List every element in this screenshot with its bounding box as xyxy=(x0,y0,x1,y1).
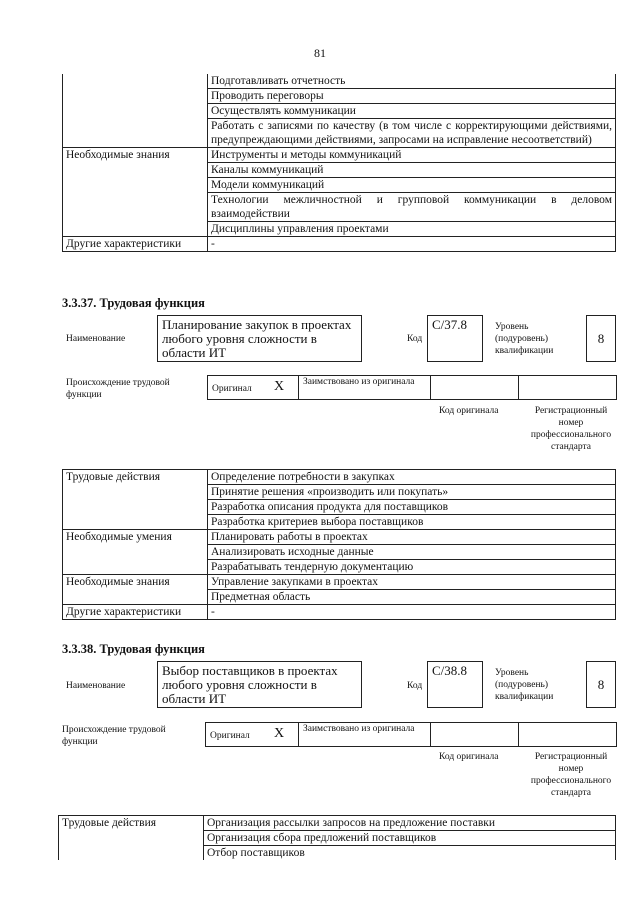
code-original-label: Код оригинала xyxy=(439,752,499,762)
table-cell: Определение потребности в закупках xyxy=(208,470,616,485)
table-cell: Разрабатывать тендерную документацию xyxy=(208,560,616,575)
table-cell: Принятие решения «производить или покупать» xyxy=(208,485,616,500)
divider xyxy=(518,723,519,746)
table-cell: Управление закупками в проектах xyxy=(208,575,616,590)
name-label: Наименование xyxy=(66,681,126,691)
origin-row xyxy=(207,375,617,400)
code-original-label: Код оригинала xyxy=(439,406,499,416)
function-table xyxy=(62,469,616,620)
table-cell: Предметная область xyxy=(208,590,616,605)
table-cell: Проводить переговоры xyxy=(208,89,616,104)
code-label: Код xyxy=(407,681,423,691)
original-mark: X xyxy=(274,726,285,741)
table-cell: Каналы коммуникаций xyxy=(208,163,616,178)
code-label: Код xyxy=(407,334,423,344)
table-cell: Отбор поставщиков xyxy=(204,846,616,861)
divider xyxy=(430,376,431,399)
table-cell: Планировать работы в проектах xyxy=(208,530,616,545)
level-label: Уровень (подуровень) квалификации xyxy=(495,322,554,356)
original-label: Оригинал xyxy=(210,731,250,741)
row-label xyxy=(63,74,208,148)
level-box: 8 xyxy=(586,315,616,362)
divider xyxy=(518,376,519,399)
table-cell: Организация сбора предложений поставщиков xyxy=(204,831,616,846)
table-cell: Подготавливать отчетность xyxy=(208,74,616,89)
table-cell: Модели коммуникаций xyxy=(208,178,616,193)
function-name-box: Планирование закупок в проектах любого уровня сложности в области ИТ xyxy=(157,315,362,362)
row-label: Необходимые знания xyxy=(63,575,208,605)
borrowed-label: Заимствовано из оригинала xyxy=(303,724,415,734)
table-cell: Анализировать исходные данные xyxy=(208,545,616,560)
function-table xyxy=(58,815,616,860)
page-number: 81 xyxy=(314,46,326,60)
row-label: Другие характеристики xyxy=(63,605,208,620)
table-cell: Дисциплины управления проектами xyxy=(208,222,616,237)
section-heading: 3.3.38. Трудовая функция xyxy=(62,642,205,656)
divider xyxy=(298,376,299,399)
table-cell: Инструменты и методы коммуникаций xyxy=(208,148,616,163)
borrowed-label: Заимствовано из оригинала xyxy=(303,377,415,387)
row-label: Трудовые действия xyxy=(59,816,204,861)
origin-label: Происхождение трудовой функции xyxy=(62,725,166,747)
table-cell: Разработка описания продукта для поставщиков xyxy=(208,500,616,515)
code-box: C/38.8 xyxy=(427,661,483,708)
function-name-box: Выбор поставщиков в проектах любого уровня сложности в области ИТ xyxy=(157,661,362,708)
table-cell: - xyxy=(208,605,616,620)
row-label: Необходимые знания xyxy=(63,148,208,237)
table-cell: Работать с записями по качеству (в том числе с корректирующими действиями, предупреждающими действиями, запросами на исправление несоответствий) xyxy=(208,119,616,148)
original-label: Оригинал xyxy=(212,384,252,394)
row-label: Другие характеристики xyxy=(63,237,208,252)
divider xyxy=(298,723,299,746)
name-label: Наименование xyxy=(66,334,126,344)
origin-row xyxy=(205,722,617,747)
original-mark: X xyxy=(274,379,285,394)
divider xyxy=(430,723,431,746)
table-cell: - xyxy=(208,237,616,252)
origin-label: Происхождение трудовой функции xyxy=(66,378,170,400)
reg-number-label: Регистрационный номер профессионального стандарта xyxy=(530,406,612,452)
level-label: Уровень (подуровень) квалификации xyxy=(495,668,554,702)
top-table xyxy=(62,74,616,252)
level-box: 8 xyxy=(586,661,616,708)
table-cell: Технологии межличностной и групповой коммуникации в деловом взаимодействии xyxy=(208,193,616,222)
code-box: C/37.8 xyxy=(427,315,483,362)
table-cell: Осуществлять коммуникации xyxy=(208,104,616,119)
table-cell: Организация рассылки запросов на предложение поставки xyxy=(204,816,616,831)
table-cell: Разработка критериев выбора поставщиков xyxy=(208,515,616,530)
reg-number-label: Регистрационный номер профессионального стандарта xyxy=(530,752,612,798)
row-label: Трудовые действия xyxy=(63,470,208,530)
row-label: Необходимые умения xyxy=(63,530,208,575)
section-heading: 3.3.37. Трудовая функция xyxy=(62,296,205,310)
